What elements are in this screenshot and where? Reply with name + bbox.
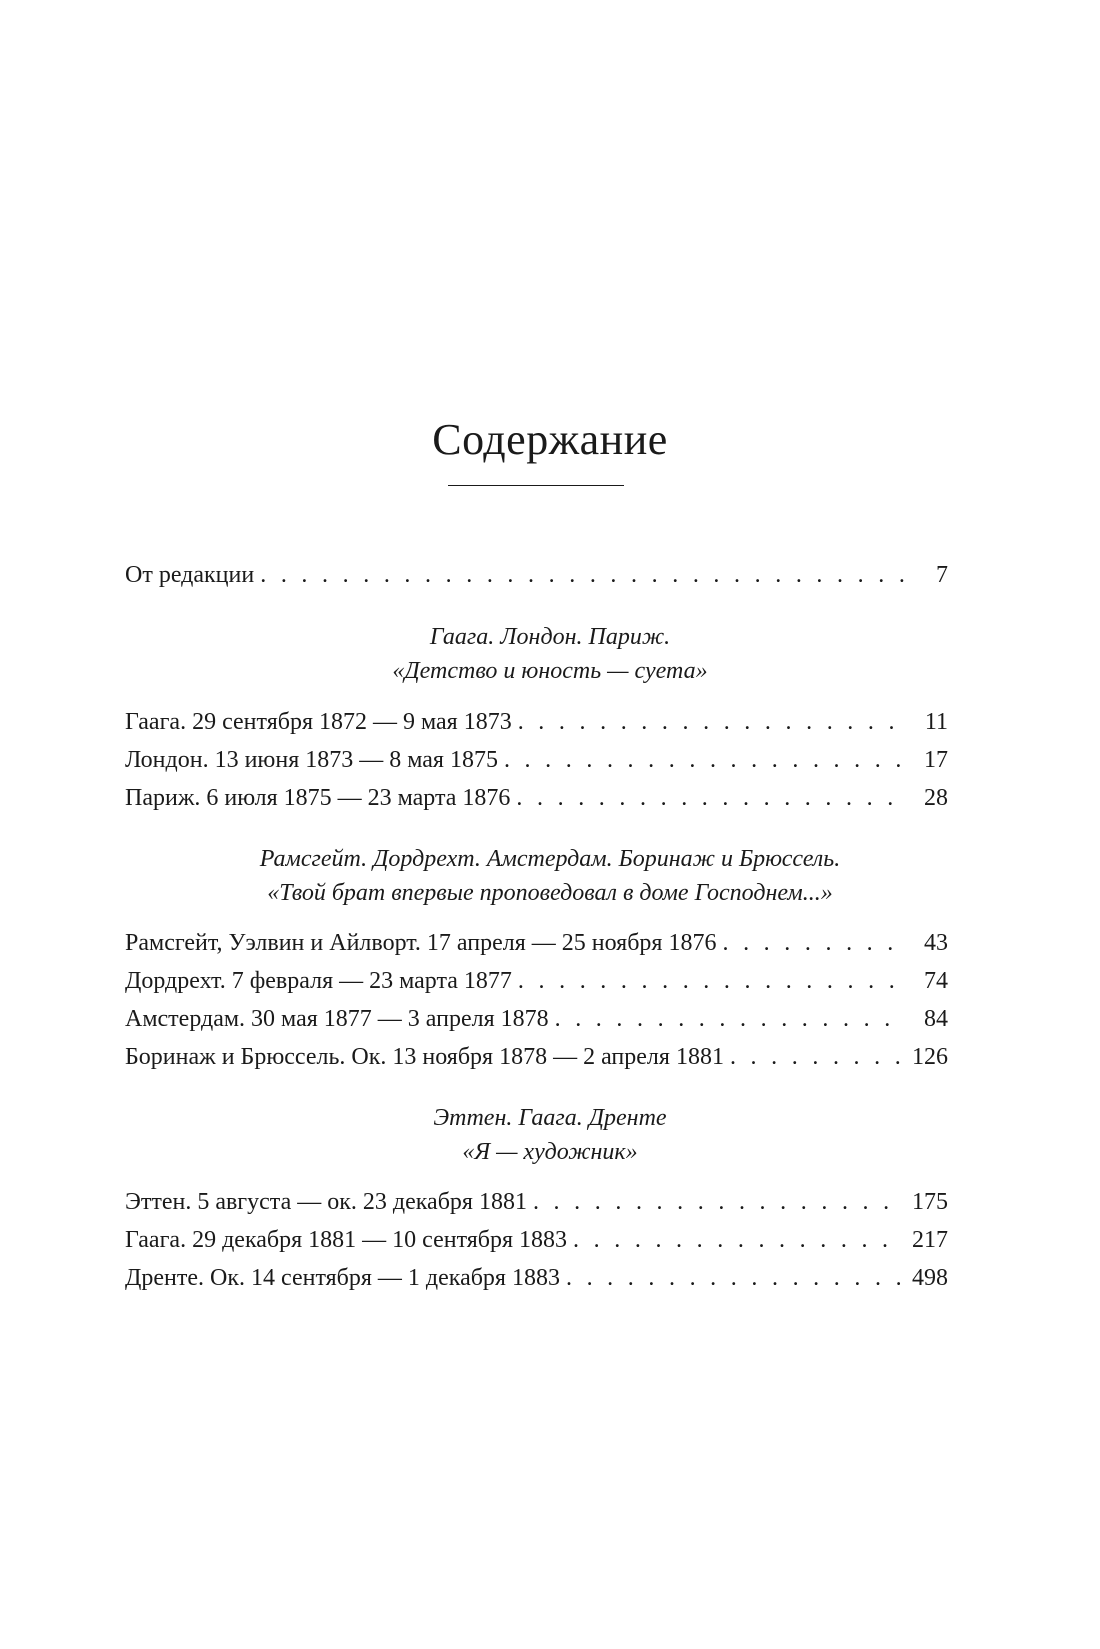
dot-leader bbox=[504, 743, 904, 777]
toc-entry-page: 175 bbox=[912, 1189, 948, 1215]
section-subtitle: «Детство и юность — суета» bbox=[392, 658, 708, 684]
toc-entry[interactable] bbox=[125, 964, 948, 998]
section-heading-2 bbox=[0, 842, 1100, 910]
dot-leader bbox=[518, 705, 904, 739]
toc-entry-page: 43 bbox=[924, 930, 948, 956]
section-title: Гаага. Лондон. Париж. bbox=[429, 624, 671, 650]
dot-leader bbox=[533, 1185, 904, 1219]
toc-entry[interactable] bbox=[125, 781, 948, 815]
section-heading-3 bbox=[0, 1101, 1100, 1169]
section-heading-1 bbox=[0, 620, 1100, 688]
title-underline bbox=[448, 485, 624, 486]
toc-entry-page: 498 bbox=[912, 1265, 948, 1291]
toc-entry-label: Рамсгейт, Уэлвин и Айлворт. 17 апреля — 25 ноября 1876 bbox=[125, 926, 722, 960]
dot-leader bbox=[566, 1261, 904, 1295]
section-title: Рамсгейт. Дордрехт. Амстердам. Боринаж и Брюссель. bbox=[259, 846, 841, 872]
dot-leader bbox=[730, 1040, 904, 1074]
toc-entry[interactable] bbox=[125, 1261, 948, 1295]
dot-leader bbox=[518, 964, 904, 998]
toc-entry-intro[interactable] bbox=[125, 558, 948, 592]
toc-entry[interactable] bbox=[125, 1002, 948, 1036]
toc-entry-label: Лондон. 13 июня 1873 — 8 мая 1875 bbox=[125, 743, 504, 777]
section-title: Эттен. Гаага. Дренте bbox=[433, 1105, 667, 1131]
toc-entry[interactable] bbox=[125, 1185, 948, 1219]
page-title: Содержание bbox=[432, 415, 668, 464]
toc-entry-page: 28 bbox=[924, 785, 948, 811]
toc-entry-page: 217 bbox=[912, 1227, 948, 1253]
toc-entry[interactable] bbox=[125, 1223, 948, 1257]
dot-leader bbox=[722, 926, 904, 960]
section-subtitle: «Твой брат впервые проповедовал в доме Господнем...» bbox=[267, 880, 833, 906]
toc-entry[interactable] bbox=[125, 926, 948, 960]
toc-entry[interactable] bbox=[125, 705, 948, 739]
dot-leader bbox=[516, 781, 904, 815]
dot-leader bbox=[260, 558, 904, 592]
toc-entry-page: 11 bbox=[924, 709, 948, 735]
toc-entry-page: 74 bbox=[924, 968, 948, 994]
section-subtitle: «Я — художник» bbox=[462, 1139, 638, 1165]
toc-entry-label: Боринаж и Брюссель. Ок. 13 ноября 1878 — 2 апреля 1881 bbox=[125, 1040, 730, 1074]
toc-entry-page: 126 bbox=[912, 1044, 948, 1070]
toc-entry-label: Гаага. 29 сентября 1872 — 9 мая 1873 bbox=[125, 705, 518, 739]
toc-entry[interactable] bbox=[125, 743, 948, 777]
dot-leader bbox=[555, 1002, 904, 1036]
toc-entry-page: 84 bbox=[924, 1006, 948, 1032]
toc-entry[interactable] bbox=[125, 1040, 948, 1074]
toc-entry-label: Амстердам. 30 мая 1877 — 3 апреля 1878 bbox=[125, 1002, 555, 1036]
toc-entry-label: Париж. 6 июля 1875 — 23 марта 1876 bbox=[125, 781, 516, 815]
toc-entry-page: 17 bbox=[924, 747, 948, 773]
toc-entry-label: От редакции bbox=[125, 558, 260, 592]
dot-leader bbox=[573, 1223, 904, 1257]
toc-entry-label: Дордрехт. 7 февраля — 23 марта 1877 bbox=[125, 964, 518, 998]
toc-entry-page: 7 bbox=[936, 562, 948, 588]
toc-entry-label: Эттен. 5 августа — ок. 23 декабря 1881 bbox=[125, 1185, 533, 1219]
toc-entry-label: Дренте. Ок. 14 сентября — 1 декабря 1883 bbox=[125, 1261, 566, 1295]
toc-entry-label: Гаага. 29 декабря 1881 — 10 сентября 1883 bbox=[125, 1223, 573, 1257]
